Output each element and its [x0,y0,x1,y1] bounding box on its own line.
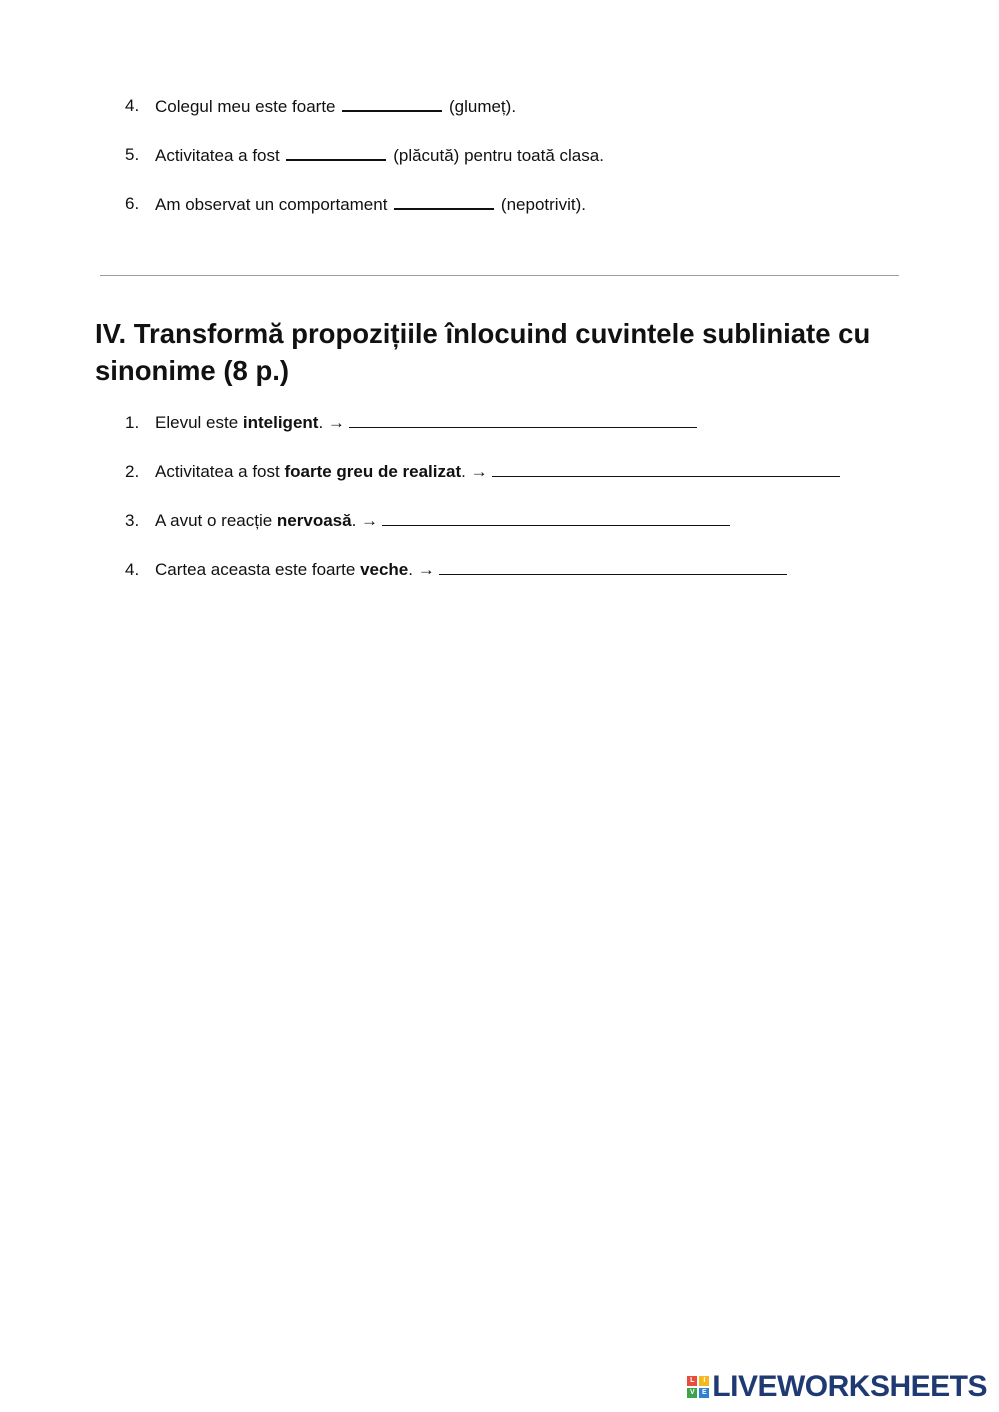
item-text-after: (nepotrivit). [500,195,586,214]
item-number: 5. [125,145,140,164]
item-text-before: Activitatea a fost [155,146,280,165]
logo-mark-icon [687,1376,709,1398]
item-number: 2. [125,462,140,481]
item-number: 6. [125,194,140,213]
item-text-after: (plăcută) pentru toată clasa. [393,146,604,165]
answer-blank[interactable] [342,96,442,112]
item-text-before: Am observat un comportament [155,195,388,214]
item-text-before: Elevul este [155,413,243,432]
item-text-after: . → [351,511,379,530]
item-number: 4. [125,96,140,115]
item-text-after: . → [461,462,488,481]
item-text-after: . → [318,413,345,432]
item-bold-phrase: veche [360,560,409,579]
section-divider [100,275,899,276]
item-text [155,194,586,215]
item-number: 3. [125,511,140,530]
item-text [155,413,697,433]
item-text [155,511,730,531]
answer-blank[interactable] [492,462,840,477]
section-heading: IV. Transformă propozițiile înlocuind cuvintele subliniate cu sinonime (8 p.) [95,318,871,386]
liveworksheets-logo [687,1370,987,1404]
item-text-after: (glumeț). [448,97,517,116]
item-text-before: Activitatea a fost [155,462,285,481]
item-text-before: Cartea aceasta este foarte [155,560,361,579]
item-bold-phrase: inteligent [242,413,319,432]
logo-mark-tile: I [699,1376,709,1386]
logo-mark-tile: L [687,1376,697,1386]
item-number: 1. [125,413,140,432]
answer-blank[interactable] [286,145,386,161]
item-text [155,145,604,166]
item-text [155,96,516,117]
item-text-before: Colegul meu este foarte [155,97,336,116]
answer-blank[interactable] [394,194,494,210]
item-bold-phrase: foarte greu de realizat [284,462,462,481]
item-text [155,462,840,482]
answer-blank[interactable] [382,511,730,526]
item-text-before: A avut o reacție [155,511,277,530]
item-bold-phrase: nervoasă [276,511,352,530]
item-number: 4. [125,560,140,579]
answer-blank[interactable] [439,560,787,575]
logo-mark-tile: E [699,1388,709,1398]
answer-blank[interactable] [349,413,697,428]
logo-text: LIVEWORKSHEETS [712,1370,987,1403]
item-text [155,560,787,580]
item-text-after: . → [408,560,435,579]
logo-mark-tile: V [687,1388,697,1398]
